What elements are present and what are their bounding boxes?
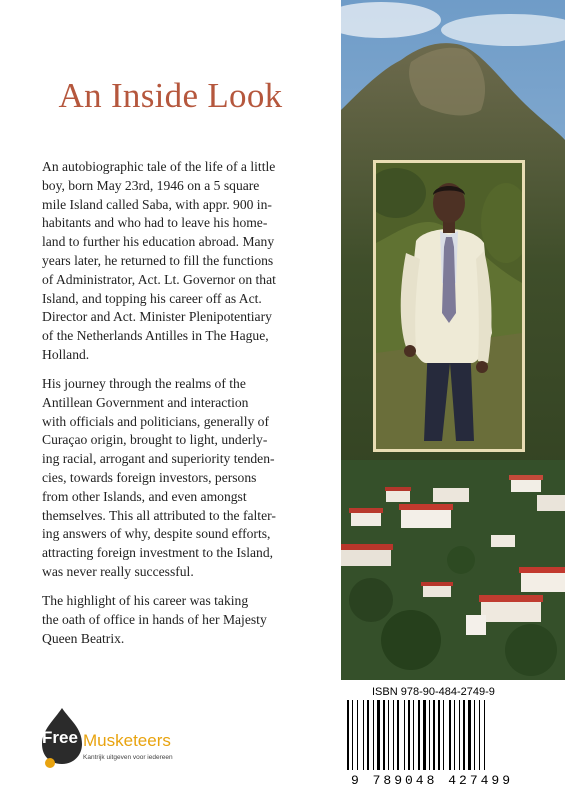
barcode-bar — [357, 700, 358, 770]
barcode-bar — [459, 700, 460, 770]
text-line: cies, towards foreign investors, persons — [42, 469, 257, 485]
text-line: from other Islands, and even amongst — [42, 488, 247, 504]
barcode-bar — [418, 700, 420, 770]
blurb-paragraph-2 — [42, 375, 324, 582]
barcode-bar — [347, 700, 349, 770]
barcode-bar — [388, 700, 389, 770]
barcode-bar — [429, 700, 430, 770]
text-line: boy, born May 23rd, 1946 on a 5 square — [42, 177, 260, 193]
text-line: ing answers of why, despite sound efforts, — [42, 526, 271, 542]
text-line: Director and Act. Minister Plenipotentiary — [42, 309, 272, 325]
text-line: Queen Beatrix. — [42, 630, 125, 646]
barcode-bar — [454, 700, 455, 770]
barcode-bar — [408, 700, 410, 770]
text-line: attracting foreign investment to the Island, — [42, 545, 274, 561]
text-line: His journey through the realms of the — [42, 376, 246, 391]
barcode-bar — [423, 700, 426, 770]
barcode — [345, 700, 517, 774]
publisher-name-part1: Free — [42, 728, 78, 747]
publisher-logo — [40, 706, 190, 770]
author-portrait — [373, 160, 525, 452]
barcode-bar — [449, 700, 451, 770]
blurb-paragraph-3 — [42, 592, 324, 648]
barcode-bar — [479, 700, 480, 770]
text-line: the oath of office in hands of her Majesty — [42, 611, 267, 627]
text-line: ing racial, arrogant and superiority tenden- — [42, 451, 275, 467]
text-line: The highlight of his career was taking — [42, 593, 249, 608]
barcode-bar — [363, 700, 364, 770]
text-line: of the Netherlands Antilles in The Hague, — [42, 328, 269, 344]
blurb-paragraph-1 — [42, 158, 324, 365]
text-line: with officials and politicians, generally of — [42, 413, 270, 429]
barcode-bar — [463, 700, 465, 770]
barcode-bar — [373, 700, 374, 770]
text-line: Holland. — [42, 346, 90, 362]
ean-digits: 9 789048 427499 — [351, 773, 514, 788]
text-line: years later, he returned to fill the functions — [42, 252, 274, 268]
publisher-name-part2: Musketeers — [83, 731, 171, 750]
text-line: was never really successful. — [42, 563, 194, 579]
barcode-bar — [397, 700, 399, 770]
barcode-bar — [474, 700, 475, 770]
text-line: Island, and topping his career off as Act. — [42, 290, 262, 306]
text-line: Curaçao origin, brought to light, underly- — [42, 432, 268, 448]
text-line: An autobiographic tale of the life of a little — [42, 159, 276, 174]
barcode-bar — [377, 700, 380, 770]
text-line: themselves. This all attributed to the falter- — [42, 507, 276, 523]
barcode-bar — [438, 700, 440, 770]
text-line: Antillean Government and interaction — [42, 394, 249, 410]
text-line: of Administrator, Act. Lt. Governor on that — [42, 271, 276, 287]
barcode-bar — [443, 700, 444, 770]
barcode-bar — [404, 700, 405, 770]
text-line: habitants and who had to leave his home- — [42, 215, 268, 231]
barcode-bar — [468, 700, 471, 770]
publisher-tagline: Kantrijk uitgeven voor iedereen — [83, 754, 173, 761]
barcode-bar — [413, 700, 414, 770]
book-title: An Inside Look — [58, 76, 283, 115]
barcode-bar — [393, 700, 394, 770]
text-line: land to further his education abroad. Many — [42, 234, 275, 250]
isbn-label: ISBN 978-90-484-2749-9 — [372, 686, 495, 698]
barcode-bar — [367, 700, 369, 770]
barcode-bar — [352, 700, 353, 770]
barcode-bar — [484, 700, 485, 770]
text-line: mile Island called Saba, with appr. 900 in- — [42, 196, 272, 212]
barcode-bar — [383, 700, 385, 770]
barcode-bar — [433, 700, 435, 770]
